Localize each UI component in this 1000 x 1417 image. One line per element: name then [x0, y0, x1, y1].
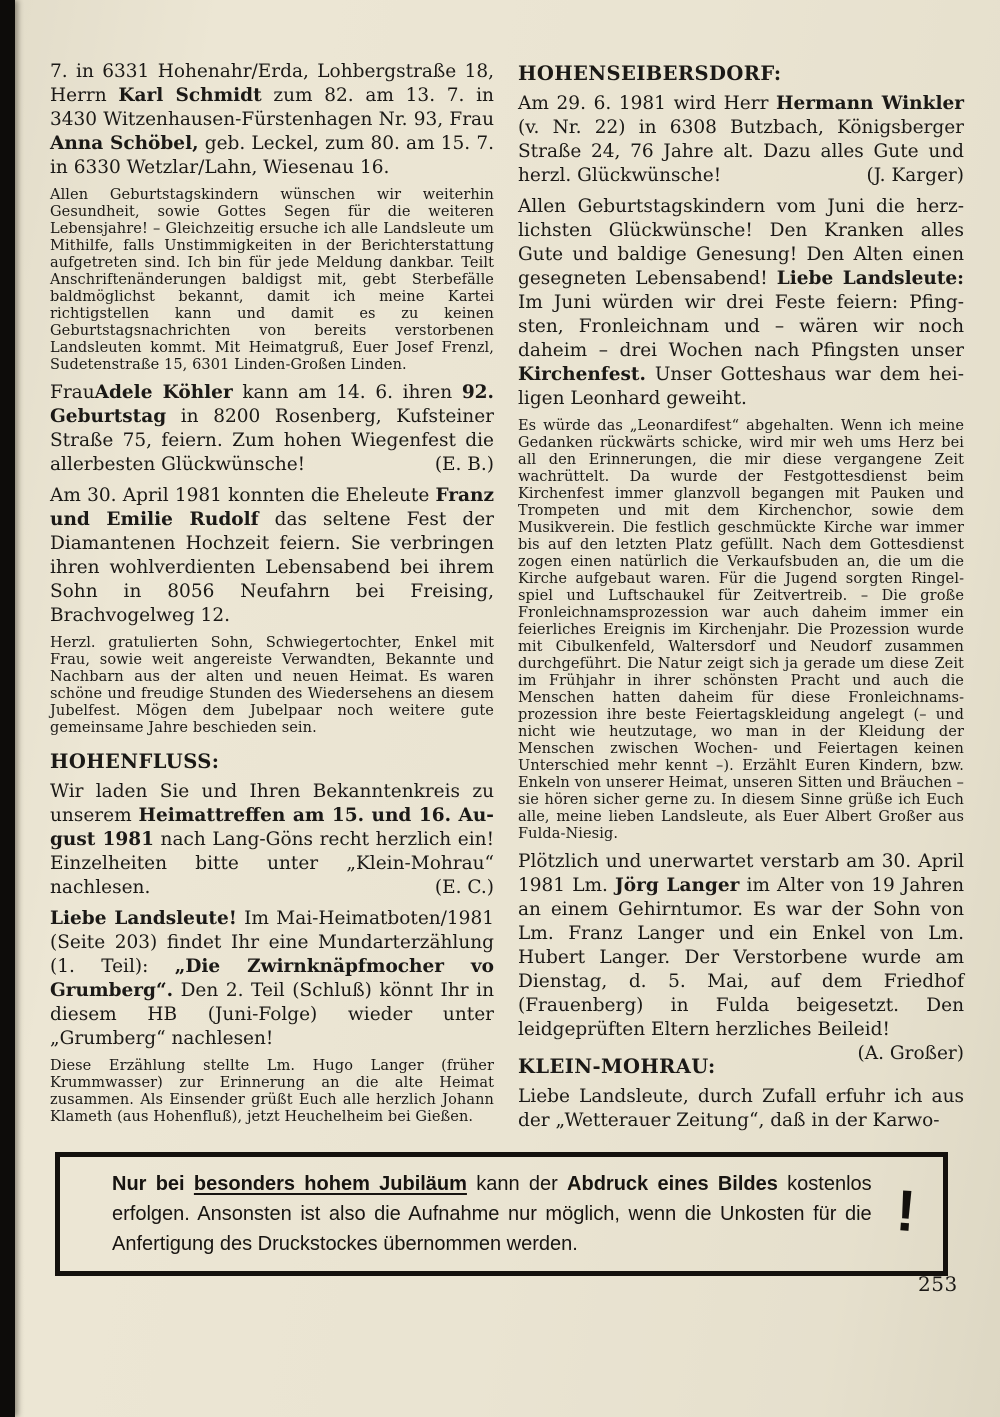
- left-column: [50, 60, 494, 1133]
- section-heading: [518, 62, 964, 85]
- text-run: zum 82. am 13. 7. in 3430 Witzenhausen-Fürstenhagen Nr. 93, Frau: [50, 85, 494, 130]
- paragraph: [518, 1085, 964, 1133]
- text-run: HOHENSEIBERSDORF:: [518, 62, 782, 85]
- text-run: Im Mai-Heimatboten/1981 (Seite 203) findet Ihr eine Mundarterzählung (1. Teil):: [50, 908, 494, 977]
- text-run: Diese Erzählung stellte Lm. Hugo Langer (früher Krummwasser) zur Erinnerung an die alte Heimat zusammen. Als Einsender grüßt Euch alle herzlich Johann Klameth (aus Hohenfluß), jetzt Heuchelheim bei Gießen.: [50, 1058, 494, 1125]
- text-run: in 8200 Rosenberg, Kufsteiner Straße 75, feiern. Zum hohen Wiegenfest die allerbesten Glückwünsche!: [50, 406, 494, 475]
- bold-text: Franz und Emilie Rudolf: [50, 485, 494, 530]
- bold-text: 92. Geburtstag: [50, 382, 494, 427]
- attribution: (A. Großer): [857, 1043, 964, 1064]
- bold-text: Heimattreffen am 15. und 16. August 1981: [50, 805, 494, 850]
- bold-text: „Die Zwirnknäpfmocher vo Grumberg“.: [50, 956, 495, 1001]
- fine-print-paragraph: [50, 1058, 494, 1126]
- text-run: Den 2. Teil (Schluß) könnt Ihr in diesem HB (Juni-Folge) wieder unter „Grumberg“ nachlesen!: [50, 980, 494, 1049]
- text-run: Frau: [50, 382, 95, 403]
- text-run: Allen Geburtstagskindern vom Juni die herzlichsten Glückwünsche! Den Kranken alles Gute und baldige Genesung! Den Alten einen gesegneten Lebensabend!: [518, 196, 964, 289]
- text-run: Unser Gotteshaus war dem heiligen Leonhard geweiht.: [518, 364, 964, 409]
- attribution: (J. Karger): [866, 165, 964, 186]
- attribution: (E. C.): [434, 877, 494, 898]
- right-column: [518, 60, 964, 1140]
- text-run: Im Juni würden wir drei Feste feiern: Pfingsten, Fronleichnam und – wären wir noch daheim – drei Wochen nach Pfingsten unser: [518, 292, 964, 361]
- section-heading: [50, 750, 494, 773]
- text-run: Plötzlich und unerwartet verstarb am 30. April 1981 Lm.: [518, 851, 964, 896]
- bold-text: Adele Köhler: [94, 382, 233, 403]
- bold-text: Karl Schmidt: [118, 85, 262, 106]
- bold-text: Kirchenfest.: [518, 364, 646, 385]
- text-run: kostenlos erfolgen. Ansonsten ist also die Aufnahme nur möglich, wenn die Unkosten für die Anfertigung des Druckstockes übernommen werden.: [112, 1173, 872, 1255]
- bold-text: Hermann Winkler: [776, 93, 964, 114]
- bold-underlined-text: besonders hohem Jubiläum: [193, 1173, 467, 1195]
- exclamation-mark: !: [893, 1177, 918, 1244]
- bold-text: Liebe Landsleute:: [776, 268, 964, 289]
- text-run: Am 29. 6. 1981 wird Herr: [518, 93, 777, 114]
- fine-print-paragraph: [50, 187, 494, 374]
- text-run: im Alter von 19 Jahren an einem Gehirntumor. Es war der Sohn von Lm. Franz Langer und ein Enkel von Lm. Hubert Langer. Der Verstorbene wurde am Dienstag, d. 5. Mai, auf dem Friedhof (Frauenberg) in Fulda beigesetzt. Den leidgeprüften Eltern herzliches Beileid!: [518, 875, 964, 1040]
- paragraph: [518, 92, 964, 188]
- notice-box: [55, 1152, 948, 1276]
- text-run: nach Lang-Göns recht herzlich ein! Einzelheiten bitte unter „Klein-Mohrau“ nachlesen.: [50, 829, 494, 898]
- page-number: 253: [918, 1272, 958, 1296]
- fine-print-paragraph: [518, 418, 964, 843]
- text-run: (v. Nr. 22) in 6308 Butzbach, Königsberger Straße 24, 76 Jahre alt. Dazu alles Gute und herzl. Glückwünsche!: [518, 117, 964, 186]
- paragraph: [50, 60, 494, 180]
- text-run: kann am 14. 6. ihren: [232, 382, 462, 403]
- attribution: (E. B.): [434, 454, 494, 475]
- paragraph: [50, 484, 494, 628]
- bold-text: Jörg Langer: [615, 875, 740, 896]
- paragraph: [50, 780, 494, 900]
- bold-text: Liebe Landsleute!: [50, 908, 237, 929]
- text-run: Liebe Landsleute, durch Zufall erfuhr ich aus der „Wetterauer Zeitung“, daß in der Karwo-: [518, 1086, 964, 1131]
- text-run: Herzl. gratulierten Sohn, Schwiegertochter, Enkel mit Frau, sowie weit angereiste Verwandten, Bekannte und Nachbarn aus der alten und neuen Heimat. Es waren schöne und freudige Stunden des Wiedersehens an diesem Jubelfest. Mögen dem Jubelpaar noch weitere gute gemeinsame Jahre beschieden sein.: [50, 635, 494, 736]
- fine-print-paragraph: [50, 635, 494, 737]
- text-run: KLEIN-MOHRAU:: [518, 1055, 716, 1078]
- bold-text: Anna Schöbel,: [50, 133, 199, 154]
- text-run: kann der: [466, 1173, 568, 1195]
- notice-text: [60, 1157, 880, 1271]
- bold-text: Nur bei: [112, 1173, 194, 1195]
- text-run: HOHENFLUSS:: [50, 750, 220, 773]
- paragraph: [50, 381, 494, 477]
- text-run: Wir laden Sie und Ihren Bekanntenkreis zu unserem: [50, 781, 494, 826]
- text-run: geb. Leckel, zum 80. am 15. 7. in 6330 Wetzlar/Lahn, Wiesenau 16.: [50, 133, 495, 178]
- bold-text: Abdruck eines Bildes: [567, 1173, 778, 1195]
- text-run: das seltene Fest der Diamantenen Hochzeit feiern. Sie verbringen ihren wohlverdienten Lebensabend bei ihrem Sohn in 8056 Neufahrn bei Freising, Brachvogelweg 12.: [50, 509, 494, 626]
- paragraph: [518, 850, 964, 1064]
- text-run: Am 30. April 1981 konnten die Eheleute: [50, 485, 436, 506]
- paragraph: [50, 907, 494, 1051]
- text-run: Es würde das „Leonardifest“ abgehalten. Wenn ich meine Gedanken rückwärts schicke, wird mir weh ums Herz bei all den Erinnerungen, die mir diese vergangene Zeit wachrüttelt. Da wurde der Festgottesdienst beim Kirchenfest immer glanzvoll begangen mit Pauken und Trompeten und mit dem Kirchenchor, sowie dem Musikverein. Die festlich geschmückte Kirche war immer bis auf den letzten Platz gefüllt. Nach dem Gottesdienst zogen einen natürlich die Verkaufsbuden an, die um die Kirche aufgebaut waren. Für die Jugend sorgten Ringelspiel und Luftschaukel für Zeitvertreib. – Die große Fronleichnamsprozession war auch daheim immer ein feierliches Ereignis im Kirchenjahr. Die Prozession wurde mit Cibulkenfeld, Waltersdorf und Neudorf zusammen durchgeführt. Die Natur zeigt sich ja gerade um diese Zeit im Frühjahr in ihrer schönsten Pracht und auch die Menschen hatten daheim für diese Fronleichnamsprozession ihre beste Feiertagskleidung angelegt (– und nicht wie heutzutage, wo man in der Kleidung der Menschen zwischen Wochen- und Feiertagen keinen Unterschied mehr kennt –). Erzählt Euren Kindern, bzw. Enkeln von unserer Heimat, unseren Sitten und Bräuchen – sie hören sicher gerne zu. In diesem Sinne grüße ich Euch alle, meine lieben Landsleute, als Euer Albert Großer aus Fulda-Niesig.: [518, 418, 964, 842]
- paragraph: [518, 195, 964, 411]
- binding-shadow: [0, 0, 15, 1417]
- text-run: 7. in 6331 Hohenahr/Erda, Lohbergstraße 18, Herrn: [50, 61, 494, 106]
- text-run: Allen Geburtstagskindern wünschen wir weiterhin Gesundheit, sowie Gottes Segen für die weiteren Lebensjahre! – Gleichzeitig ersuche ich alle Landsleute um Mithilfe, falls Unstimmigkeiten in der Berichterstattung aufgetreten sind. Ich bin für jede Meldung dankbar. Teilt Anschriftenänderungen baldigst mit, gebt Sterbefälle baldmöglichst bekannt, damit ich meine Kartei richtigstellen kann und damit es zu keinen Geburtstagsnachrichten von bereits verstorbenen Landsleuten kommt. Mit Heimatgruß, Euer Josef Frenzl, Sudetenstraße 15, 6301 Linden-Großen Linden.: [50, 187, 494, 373]
